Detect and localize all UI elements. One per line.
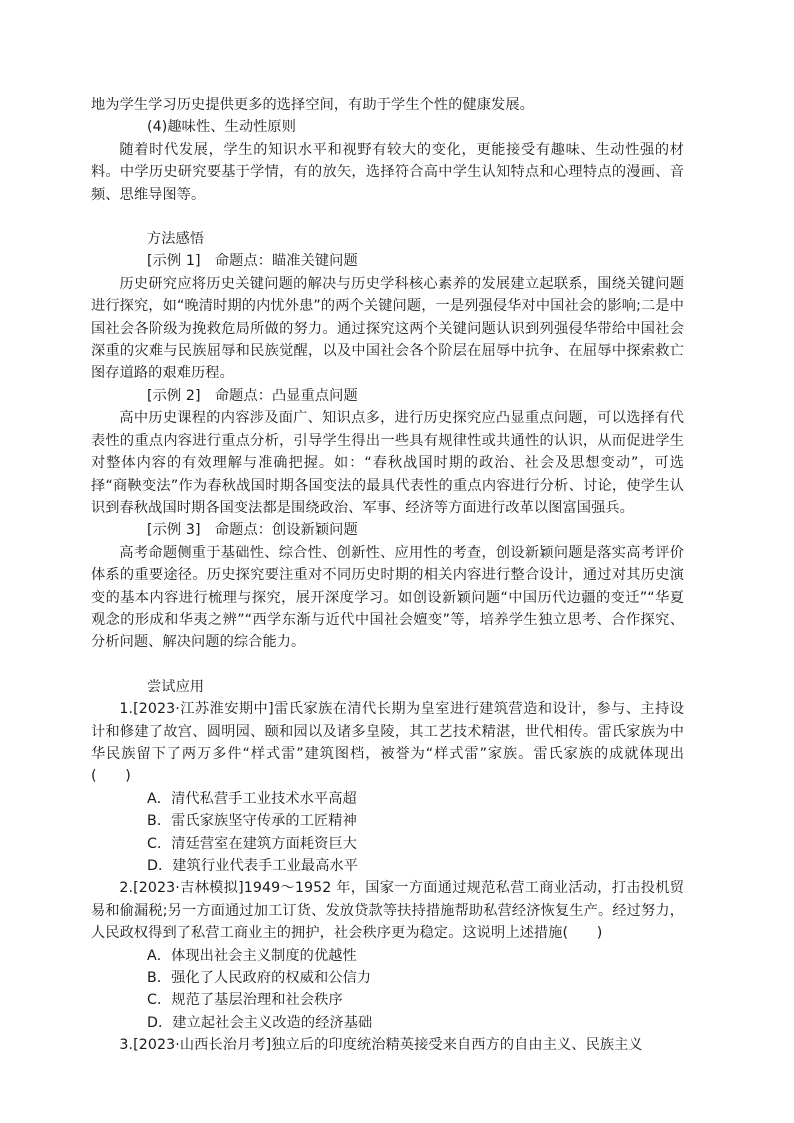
question-1-stem: 1.[2023·江苏淮安期中]雷氏家族在清代长期为皇室进行建筑营造和设计，参与、主持设计和修建了故宫、圆明园、颐和园以及诸多皇陵，其工艺技术精湛，世代相传。雷氏家族为中华民族留下了两万多件“样式雷”建筑图档，被誉为“样式雷”家族。雷氏家族的成就体现出( ) — [91, 701, 684, 785]
practice-section-title: 尝试应用 — [147, 678, 205, 695]
question-2-option-a: A．体现出社会主义制度的优越性 — [147, 947, 357, 964]
method-section-title: 方法感悟 — [147, 231, 205, 248]
question-2-stem: 2.[2023·吉林模拟]1949～1952 年，国家一方面通过规范私营工商业活动，打击投机贸易和偷漏税;另一方面通过加工订货、发放贷款等扶持措施帮助私营经济恢复生产。经过努力，人民政权得到了私营工商业主的拥护，社会秩序更为稳定。这说明上述措施( ) — [91, 880, 684, 942]
principle-heading: (4)趣味性、生动性原则 — [147, 119, 296, 136]
document-body — [91, 94, 684, 1057]
question-2-option-b: B．强化了人民政府的权威和公信力 — [147, 970, 372, 987]
paragraph-continuation: 地为学生学习历史提供更多的选择空间，有助于学生个性的健康发展。 — [91, 97, 534, 113]
question-2-option-c: C．规范了基层治理和社会秩序 — [147, 992, 343, 1009]
example-3-body: 高考命题侧重于基础性、综合性、创新性、应用性的考查，创设新颖问题是落实高考评价体系的重要途径。历史探究要注重对不同历史时期的相关内容进行整合设计，通过对其历史演变的基本内容进行梳理与探究，展开深度学习。如创设新颖问题“中国历代边疆的变迁”“华夏观念的形成和华夷之辨”“西学东渐与近代中国社会嬗变”等，培养学生独立思考、合作探究、分析问题、解决问题的综合能力。 — [91, 544, 684, 651]
question-1-option-c: C．清廷营室在建筑方面耗资巨大 — [147, 835, 358, 852]
question-2-option-d: D．建立起社会主义改造的经济基础 — [147, 1014, 373, 1031]
example-3-title: [示例 3] 命题点：创设新颖问题 — [147, 522, 358, 539]
example-2-body: 高中历史课程的内容涉及面广、知识点多，进行历史探究应凸显重点问题，可以选择有代表性的重点内容进行重点分析，引导学生得出一些具有规律性或共通性的认识，从而促进学生对整体内容的有效理解与准确把握。如：“春秋战国时期的政治、社会及思想变动”，可选择“商鞅变法”作为春秋战国时期各国变法的最具代表性的重点内容进行分析、讨论，使学生认识到春秋战国时期各国变法都是围绕政治、军事、经济等方面进行改革以图富国强兵。 — [91, 410, 684, 516]
section-gap — [91, 654, 684, 676]
question-1-option-d: D．建筑行业代表手工业最高水平 — [147, 858, 359, 874]
question-1-option-a: A．清代私营手工业技术水平高超 — [147, 790, 357, 807]
principle-paragraph: 随着时代发展，学生的知识水平和视野有较大的变化，更能接受有趣味、生动性强的材料。中学历史研究要基于学情，有的放矢，选择符合高中学生认知特点和心理特点的漫画、音频、思维导图等。 — [91, 141, 684, 203]
section-gap — [91, 206, 684, 228]
question-1-option-b: B．雷氏家族坚守传承的工匠精神 — [147, 813, 357, 830]
example-1-body: 历史研究应将历史关键问题的解决与历史学科核心素养的发展建立起联系，围绕关键问题进行探究，如“晚清时期的内忧外患”的两个关键问题，一是列强侵华对中国社会的影响;二是中国社会各阶级为挽救危局所做的努力。通过探究这两个关键问题认识到列强侵华带给中国社会深重的灾难与民族屈辱和民族觉醒，以及中国社会各个阶层在屈辱中抗争、在屈辱中探索救亡图存道路的艰难历程。 — [91, 275, 684, 382]
example-2-title: [示例 2] 命题点：凸显重点问题 — [147, 387, 358, 404]
question-3-stem: 3.[2023·山西长治月考]独立后的印度统治精英接受来自西方的自由主义、民族主义 — [119, 1037, 643, 1054]
example-1-title: [示例 1] 命题点：瞄准关键问题 — [147, 253, 358, 270]
